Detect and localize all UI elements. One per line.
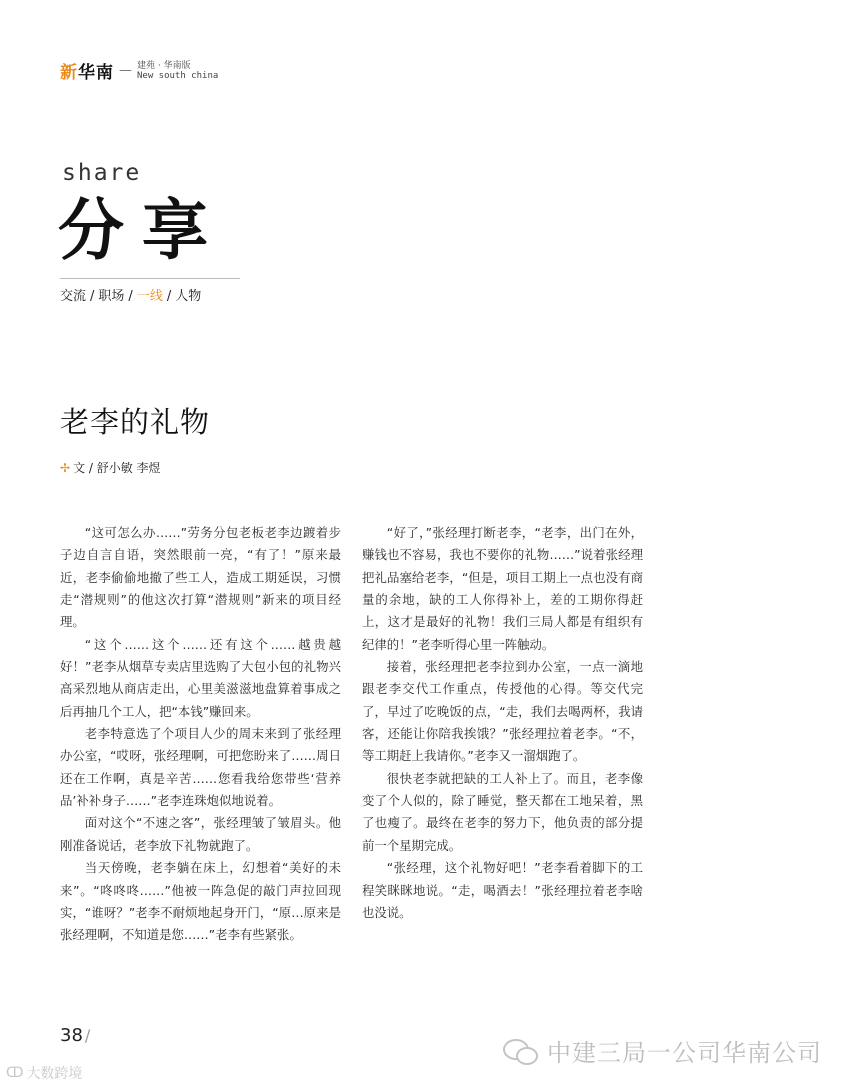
brand-first-char: 新 [60, 63, 78, 83]
article-column-left [60, 522, 341, 947]
byline [60, 459, 161, 476]
section-nav [60, 285, 201, 304]
byline-text: 文 / 舒小敏 李煜 [73, 461, 161, 475]
byline-mark-icon: ✢ [60, 461, 71, 475]
watermark-right [503, 1033, 822, 1068]
brand-rest: 华南 [78, 63, 114, 83]
section-title-cn: 分享 [58, 191, 226, 269]
brand-dash: — [119, 63, 132, 78]
section-divider [60, 278, 240, 279]
watermark-left [6, 1063, 82, 1083]
article-paragraph: 很快老李就把缺的工人补上了。而且，老李像变了个人似的，除了睡觉，整天都在工地呆着，黑了也瘦了。最终在老李的努力下，他负责的部分提前一个星期完成。 [362, 770, 643, 853]
brand-subtitle-en: New south china [137, 70, 219, 81]
watermark-right-text: 中建三局一公司华南公司 [547, 1039, 822, 1067]
section-nav-separator: / [166, 289, 172, 304]
section-nav-item: 交流 [60, 289, 87, 304]
article-paragraph: “这可怎么办……”劳务分包老板老李边踱着步子边自言自语，突然眼前一亮，“有了！”原来最近，老李偷偷地撤了些工人，造成工期延误，习惯走“潜规则”的他这次打算“潜规则”新来的项目经理。 [60, 525, 341, 630]
page-number [60, 1025, 90, 1046]
article-title: 老李的礼物 [60, 405, 211, 439]
watermark-left-icon: ↀ [6, 1065, 24, 1081]
page-number-value: 38 [60, 1025, 83, 1046]
section-nav-separator: / [90, 289, 95, 304]
section-title-en: share [62, 160, 142, 186]
masthead [60, 58, 218, 83]
article-paragraph: 接着，张经理把老李拉到办公室，一点一滴地跟老李交代工作重点，传授他的心得。等交代完了，早过了吃晚饭的点，“走，我们去喝两杯，我请客，还能让你陪我挨饿？”张经理拉着老李。“不，等工期赶上我请你。”老李又一溜烟跑了。 [362, 659, 643, 764]
brand-subtitle [137, 61, 218, 81]
article-paragraph: 面对这个“不速之客”，张经理皱了皱眉头。他刚准备说话，老李放下礼物就跑了。 [60, 815, 341, 853]
section-nav-item-active: 一线 [136, 289, 163, 304]
article-column-right [362, 522, 643, 924]
section-nav-separator: / [128, 289, 133, 304]
watermark-left-text: 大数跨境 [26, 1066, 83, 1082]
brand-subtitle-cn: 建苑 · 华南版 [137, 60, 191, 71]
article-paragraph: “好了，”张经理打断老李，“老李，出门在外，赚钱也不容易，我也不要你的礼物……”说着张经理把礼品塞给老李，“但是，项目工期上一点也没有商量的余地，缺的工人你得补上，差的工期你得赶上，这才是最好的礼物！我们三局人都是有组织有纪律的！”老李听得心里一阵触动。 [362, 525, 643, 652]
article-paragraph: “这个……这个……还有这个……越贵越好！”老李从烟草专卖店里选购了大包小包的礼物兴高采烈地从商店走出，心里美滋滋地盘算着事成之后再抽几个工人，把“本钱”赚回来。 [60, 636, 341, 719]
section-nav-item: 职场 [98, 289, 125, 304]
article-paragraph: 当天傍晚，老李躺在床上，幻想着“美好的未来”。“咚咚咚……”他被一阵急促的敲门声拉回现实，“谁呀？”老李不耐烦地起身开门，“原…原来是张经理啊，不知道是您……”老李有些紧张。 [60, 860, 341, 943]
section-nav-item: 人物 [175, 289, 202, 304]
brand-logo [60, 58, 114, 83]
page-number-slash: / [84, 1026, 91, 1045]
article-paragraph: “张经理，这个礼物好吧！”老李看着脚下的工程笑眯眯地说。“走，喝酒去！”张经理拉着老李啥也没说。 [362, 860, 643, 920]
article-paragraph: 老李特意选了个项目人少的周末来到了张经理办公室，“哎呀，张经理啊，可把您盼来了……周日还在工作啊，真是辛苦……您看我给您带些‘营养品’补补身子……”老李连珠炮似地说着。 [60, 726, 341, 809]
wechat-icon [503, 1039, 537, 1063]
